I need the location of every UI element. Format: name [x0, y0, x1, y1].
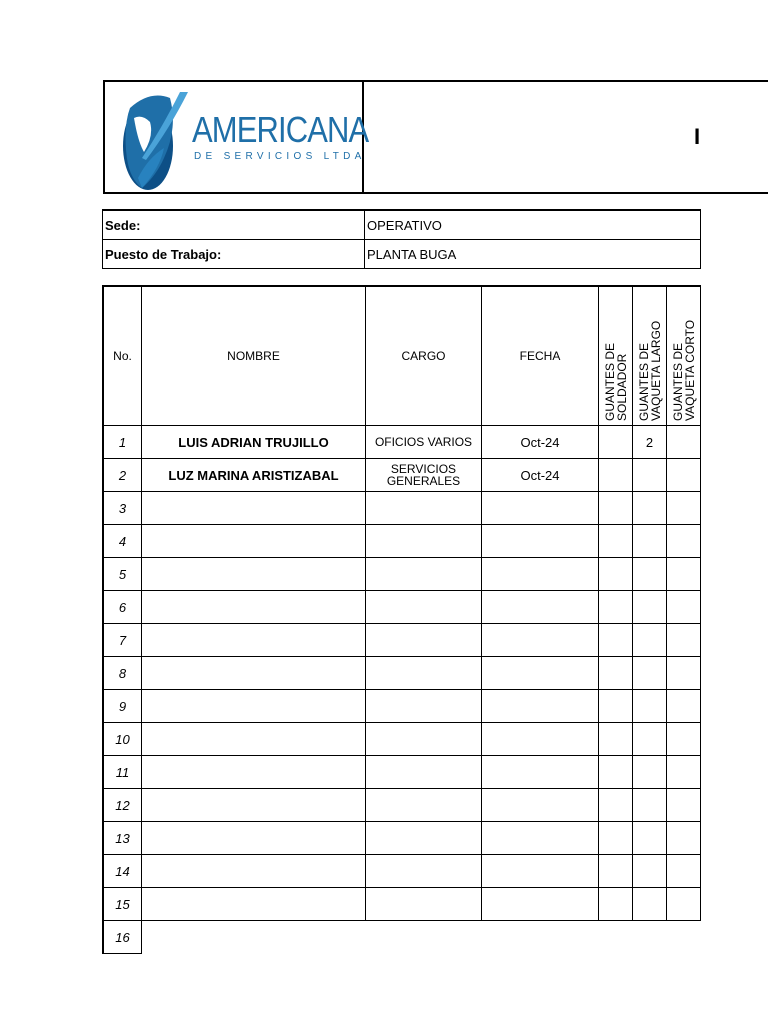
header-title: I	[694, 124, 701, 149]
cell-cargo	[366, 558, 482, 591]
company-logo	[120, 88, 369, 192]
cell-guantes-vaqueta-corto	[667, 888, 701, 921]
cell-guantes-vaqueta-largo	[633, 459, 667, 492]
cell-nombre	[142, 624, 366, 657]
cell-guantes-vaqueta-largo	[633, 558, 667, 591]
logo-company-name: AMERICANA	[192, 109, 369, 150]
cell-guantes-vaqueta-corto	[667, 426, 701, 459]
info-value-puesto: PLANTA BUGA	[365, 240, 701, 269]
cell-guantes-vaqueta-corto	[667, 756, 701, 789]
cell-guantes-soldador	[599, 723, 633, 756]
cell-cargo	[366, 624, 482, 657]
cell-nombre: LUIS ADRIAN TRUJILLO	[142, 426, 366, 459]
cell-cargo	[366, 723, 482, 756]
table-row	[103, 723, 701, 756]
cell-cargo: SERVICIOS GENERALES	[366, 459, 482, 492]
table-row	[103, 558, 701, 591]
empty-area	[142, 921, 701, 954]
cell-guantes-vaqueta-corto	[667, 558, 701, 591]
cell-no: 11	[103, 756, 142, 789]
cell-no: 3	[103, 492, 142, 525]
table-row	[103, 789, 701, 822]
header-guantes-vaqueta-corto	[667, 286, 701, 426]
header-guantes-soldador-label: GUANTES DE SOLDADOR	[602, 342, 629, 421]
cell-no: 2	[103, 459, 142, 492]
cell-no: 13	[103, 822, 142, 855]
table-row	[103, 855, 701, 888]
cell-guantes-soldador	[599, 855, 633, 888]
header-nombre: NOMBRE	[142, 286, 366, 426]
cell-fecha	[482, 789, 599, 822]
cell-guantes-soldador	[599, 525, 633, 558]
cell-guantes-vaqueta-corto	[667, 657, 701, 690]
cell-fecha	[482, 657, 599, 690]
header-no: No.	[103, 286, 142, 426]
cell-no: 12	[103, 789, 142, 822]
cell-no: 15	[103, 888, 142, 921]
cell-guantes-vaqueta-corto	[667, 723, 701, 756]
cell-nombre	[142, 525, 366, 558]
cell-guantes-vaqueta-corto	[667, 822, 701, 855]
info-row-sede	[103, 210, 701, 240]
cell-guantes-soldador	[599, 459, 633, 492]
cell-guantes-vaqueta-corto	[667, 591, 701, 624]
cell-no: 5	[103, 558, 142, 591]
cell-guantes-soldador	[599, 690, 633, 723]
cell-nombre	[142, 723, 366, 756]
table-row	[103, 822, 701, 855]
cell-guantes-vaqueta-largo	[633, 888, 667, 921]
info-label-puesto: Puesto de Trabajo:	[103, 240, 365, 269]
cell-cargo	[366, 789, 482, 822]
cell-cargo	[366, 888, 482, 921]
info-row-puesto	[103, 240, 701, 269]
cell-nombre	[142, 822, 366, 855]
table-row	[103, 459, 701, 492]
cell-fecha: Oct-24	[482, 426, 599, 459]
cell-guantes-vaqueta-corto	[667, 492, 701, 525]
cell-no: 16	[103, 921, 142, 954]
cell-guantes-vaqueta-largo	[633, 657, 667, 690]
cell-guantes-soldador	[599, 426, 633, 459]
cell-cargo	[366, 657, 482, 690]
header-guantes-vaqueta-largo	[633, 286, 667, 426]
table-row	[103, 756, 701, 789]
table-row	[103, 657, 701, 690]
cell-no: 6	[103, 591, 142, 624]
table-row	[103, 525, 701, 558]
cell-guantes-vaqueta-largo	[633, 855, 667, 888]
cell-guantes-soldador	[599, 591, 633, 624]
cell-cargo	[366, 855, 482, 888]
cell-no: 10	[103, 723, 142, 756]
cell-fecha	[482, 690, 599, 723]
cell-cargo	[366, 822, 482, 855]
cell-guantes-vaqueta-corto	[667, 855, 701, 888]
cell-guantes-soldador	[599, 888, 633, 921]
cell-guantes-vaqueta-largo	[633, 591, 667, 624]
delivery-table	[102, 285, 701, 954]
cell-no: 8	[103, 657, 142, 690]
logo-company-subtitle: DE SERVICIOS LTDA	[194, 151, 366, 162]
header-guantes-vaqueta-corto-label: GUANTES DE VAQUETA CORTO	[670, 319, 697, 421]
cell-cargo	[366, 525, 482, 558]
cell-cargo	[366, 690, 482, 723]
info-label-sede: Sede:	[103, 210, 365, 240]
cell-no: 7	[103, 624, 142, 657]
cell-fecha	[482, 723, 599, 756]
table-row	[103, 492, 701, 525]
cell-guantes-vaqueta-corto	[667, 690, 701, 723]
cell-guantes-vaqueta-largo	[633, 525, 667, 558]
cell-guantes-soldador	[599, 822, 633, 855]
cell-fecha	[482, 855, 599, 888]
cell-guantes-soldador	[599, 657, 633, 690]
cell-fecha	[482, 624, 599, 657]
cell-fecha	[482, 756, 599, 789]
cell-nombre: LUZ MARINA ARISTIZABAL	[142, 459, 366, 492]
logo-emblem-icon	[120, 88, 192, 192]
cell-fecha	[482, 525, 599, 558]
cell-guantes-vaqueta-largo: 2	[633, 426, 667, 459]
table-row	[103, 624, 701, 657]
cell-guantes-vaqueta-corto	[667, 525, 701, 558]
cell-guantes-vaqueta-corto	[667, 789, 701, 822]
cell-fecha: Oct-24	[482, 459, 599, 492]
cell-guantes-soldador	[599, 756, 633, 789]
cell-no: 9	[103, 690, 142, 723]
cell-guantes-vaqueta-largo	[633, 822, 667, 855]
cell-guantes-vaqueta-largo	[633, 723, 667, 756]
table-row	[103, 690, 701, 723]
cell-cargo	[366, 756, 482, 789]
header-fecha: FECHA	[482, 286, 599, 426]
table-header-row	[103, 286, 701, 426]
header-cargo: CARGO	[366, 286, 482, 426]
header-guantes-vaqueta-largo-label: GUANTES DE VAQUETA LARGO	[636, 320, 663, 421]
info-value-sede: OPERATIVO	[365, 210, 701, 240]
cell-cargo	[366, 591, 482, 624]
cell-nombre	[142, 492, 366, 525]
cell-guantes-vaqueta-corto	[667, 624, 701, 657]
cell-nombre	[142, 756, 366, 789]
cell-fecha	[482, 591, 599, 624]
cell-guantes-soldador	[599, 492, 633, 525]
cell-nombre	[142, 855, 366, 888]
cell-guantes-vaqueta-largo	[633, 624, 667, 657]
cell-guantes-vaqueta-corto	[667, 459, 701, 492]
table-row-last	[103, 921, 701, 954]
cell-no: 4	[103, 525, 142, 558]
cell-fecha	[482, 558, 599, 591]
table-row	[103, 888, 701, 921]
cell-cargo	[366, 492, 482, 525]
cell-cargo: OFICIOS VARIOS	[366, 426, 482, 459]
cell-nombre	[142, 690, 366, 723]
table-row	[103, 426, 701, 459]
header-guantes-soldador	[599, 286, 633, 426]
cell-guantes-vaqueta-largo	[633, 492, 667, 525]
cell-guantes-soldador	[599, 624, 633, 657]
table-row	[103, 591, 701, 624]
cell-guantes-soldador	[599, 558, 633, 591]
cell-fecha	[482, 822, 599, 855]
cell-nombre	[142, 888, 366, 921]
cell-nombre	[142, 591, 366, 624]
cell-fecha	[482, 492, 599, 525]
cell-guantes-vaqueta-largo	[633, 690, 667, 723]
cell-nombre	[142, 657, 366, 690]
cell-fecha	[482, 888, 599, 921]
cell-guantes-soldador	[599, 789, 633, 822]
cell-nombre	[142, 789, 366, 822]
cell-guantes-vaqueta-largo	[633, 789, 667, 822]
info-table	[102, 209, 701, 269]
cell-no: 1	[103, 426, 142, 459]
cell-nombre	[142, 558, 366, 591]
cell-no: 14	[103, 855, 142, 888]
cell-guantes-vaqueta-largo	[633, 756, 667, 789]
